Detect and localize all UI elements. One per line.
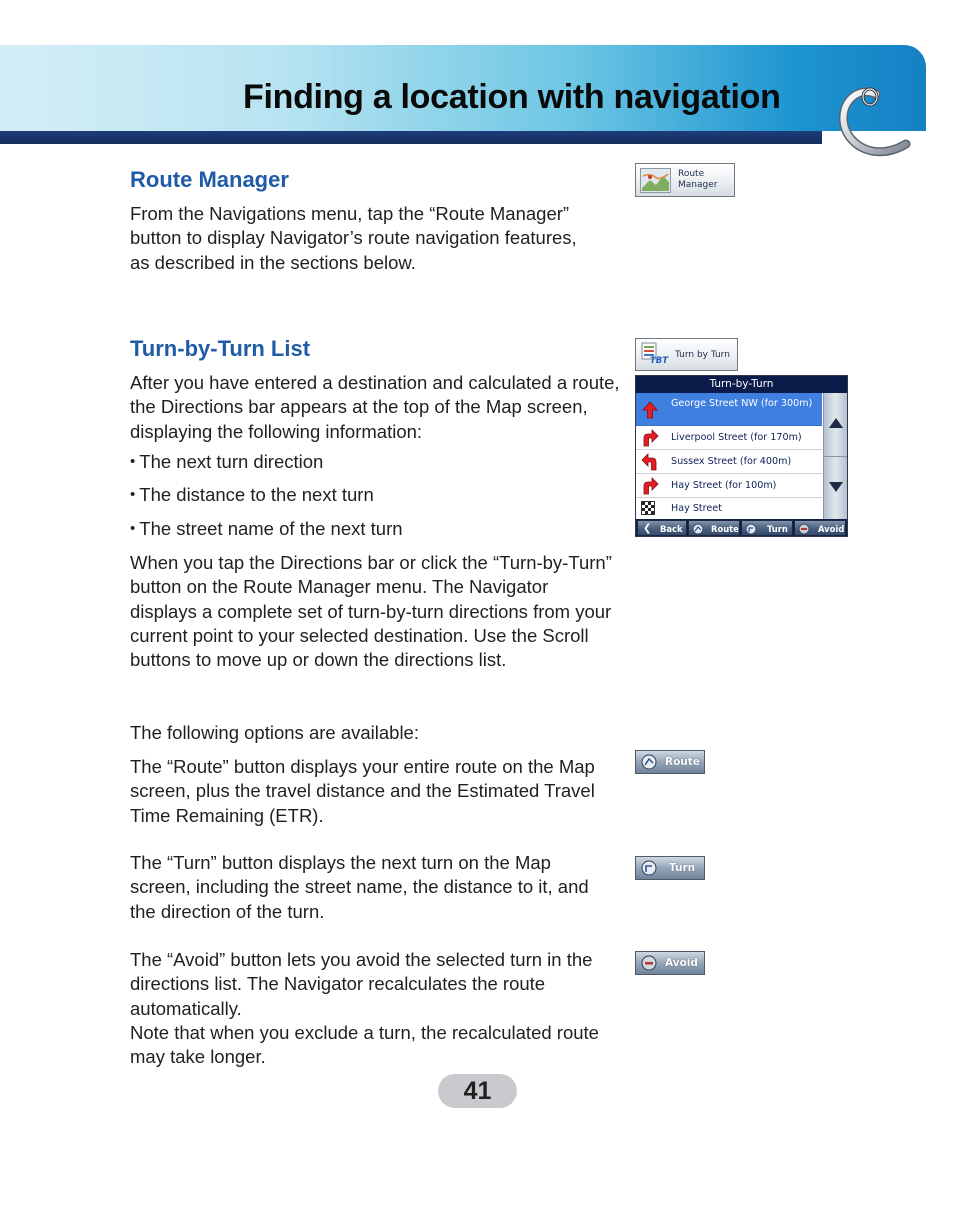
route-option-description: The “Route” button displays your entire route on the Map screen, plus the travel distance and the Estimated Travel Time Remaining (ETR). (130, 756, 595, 826)
route-manager-description: From the Navigations menu, tap the “Route Manager” button to display Navigator’s route navigation features, as described in the sections below. (130, 203, 577, 273)
back-button[interactable] (637, 520, 687, 536)
scroll-down-button[interactable] (823, 456, 847, 519)
avoid-icon (798, 523, 810, 535)
avoid-footer-button[interactable] (794, 520, 846, 536)
turn-icon (745, 523, 757, 535)
route-footer-label: Route (711, 524, 739, 534)
straight-arrow-icon (641, 401, 659, 419)
tbt-badge: TBT (650, 356, 669, 366)
bullet-dot: • (130, 520, 136, 537)
direction-row[interactable] (636, 498, 822, 519)
page-title: Finding a location with navigation (243, 78, 781, 116)
header-underline (0, 131, 822, 144)
route-manager-heading: Route Manager (130, 167, 289, 192)
direction-text: Liverpool Street (for 170m) (671, 432, 802, 443)
direction-text: George Street NW (for 300m) (671, 398, 813, 409)
direction-row[interactable] (636, 393, 822, 426)
screen-title: Turn-by-Turn (636, 376, 847, 393)
bullet-item (130, 450, 323, 476)
avoid-icon (641, 955, 657, 971)
turn-footer-label: Turn (767, 524, 788, 534)
route-map-icon (640, 168, 671, 193)
route-manager-button-line1: Route (678, 169, 705, 179)
route-manager-button-line2: Manager (678, 180, 718, 190)
direction-text: Sussex Street (for 400m) (671, 456, 792, 467)
bullet-dot: • (130, 453, 136, 470)
ring-binder-icon (836, 80, 918, 162)
route-manager-button[interactable] (635, 163, 735, 197)
bullet-item (130, 483, 374, 509)
avoid-footer-label: Avoid (818, 524, 845, 534)
bullet-text: The street name of the next turn (139, 518, 403, 539)
turn-option-description: The “Turn” button displays the next turn on the Map screen, including the street name, the distance to it, and the direction of the turn. (130, 852, 589, 922)
turn-by-turn-screen (635, 375, 848, 537)
avoid-option-description: The “Avoid” button lets you avoid the selected turn in the directions list. The Navigator recalculates the route automatically. (130, 949, 593, 1019)
checkered-flag-icon (641, 501, 655, 515)
scroll-up-button[interactable] (823, 393, 847, 456)
route-button-label: Route (665, 756, 700, 768)
page-number: 41 (438, 1074, 517, 1108)
route-footer-button[interactable] (688, 520, 740, 536)
turn-by-turn-heading: Turn-by-Turn List (130, 336, 311, 361)
avoid-option-note: Note that when you exclude a turn, the recalculated route may take longer. (130, 1022, 599, 1068)
back-arrow-icon: ❮ (643, 523, 652, 534)
turn-by-turn-details: When you tap the Directions bar or click the “Turn-by-Turn” button on the Route Manager menu. The Navigator displays a complete set of turn-by-turn directions from your current point to your selected destination. Use the Scroll buttons to move up or down the directions list. (130, 552, 612, 671)
bullet-text: The next turn direction (139, 451, 324, 472)
turn-footer-button[interactable] (741, 520, 793, 536)
turn-icon (641, 860, 657, 876)
direction-row[interactable] (636, 450, 822, 474)
turn-by-turn-intro: After you have entered a destination and calculated a route, the Directions bar appears at the top of the Map screen, displaying the following information: (130, 372, 620, 442)
direction-text: Hay Street (671, 503, 722, 514)
triangle-up-icon (829, 418, 843, 428)
route-icon (692, 523, 704, 535)
turn-by-turn-button-label: Turn by Turn (675, 350, 730, 360)
triangle-down-icon (829, 482, 843, 492)
avoid-button[interactable] (635, 951, 705, 975)
turn-right-arrow-icon (641, 429, 659, 447)
turn-right-arrow-icon (641, 477, 659, 495)
avoid-button-label: Avoid (665, 957, 698, 969)
direction-row[interactable] (636, 474, 822, 498)
turn-button[interactable] (635, 856, 705, 880)
options-intro: The following options are available: (130, 722, 419, 743)
route-icon (641, 754, 657, 770)
screen-footer (636, 519, 847, 537)
bullet-text: The distance to the next turn (139, 484, 374, 505)
back-button-label: Back (660, 524, 683, 534)
route-button[interactable] (635, 750, 705, 774)
direction-text: Hay Street (for 100m) (671, 480, 777, 491)
turn-left-arrow-icon (641, 453, 659, 471)
direction-row[interactable] (636, 426, 822, 450)
turn-by-turn-button[interactable] (635, 338, 738, 371)
bullet-item (130, 517, 403, 543)
turn-button-label: Turn (669, 862, 696, 874)
bullet-dot: • (130, 486, 136, 503)
